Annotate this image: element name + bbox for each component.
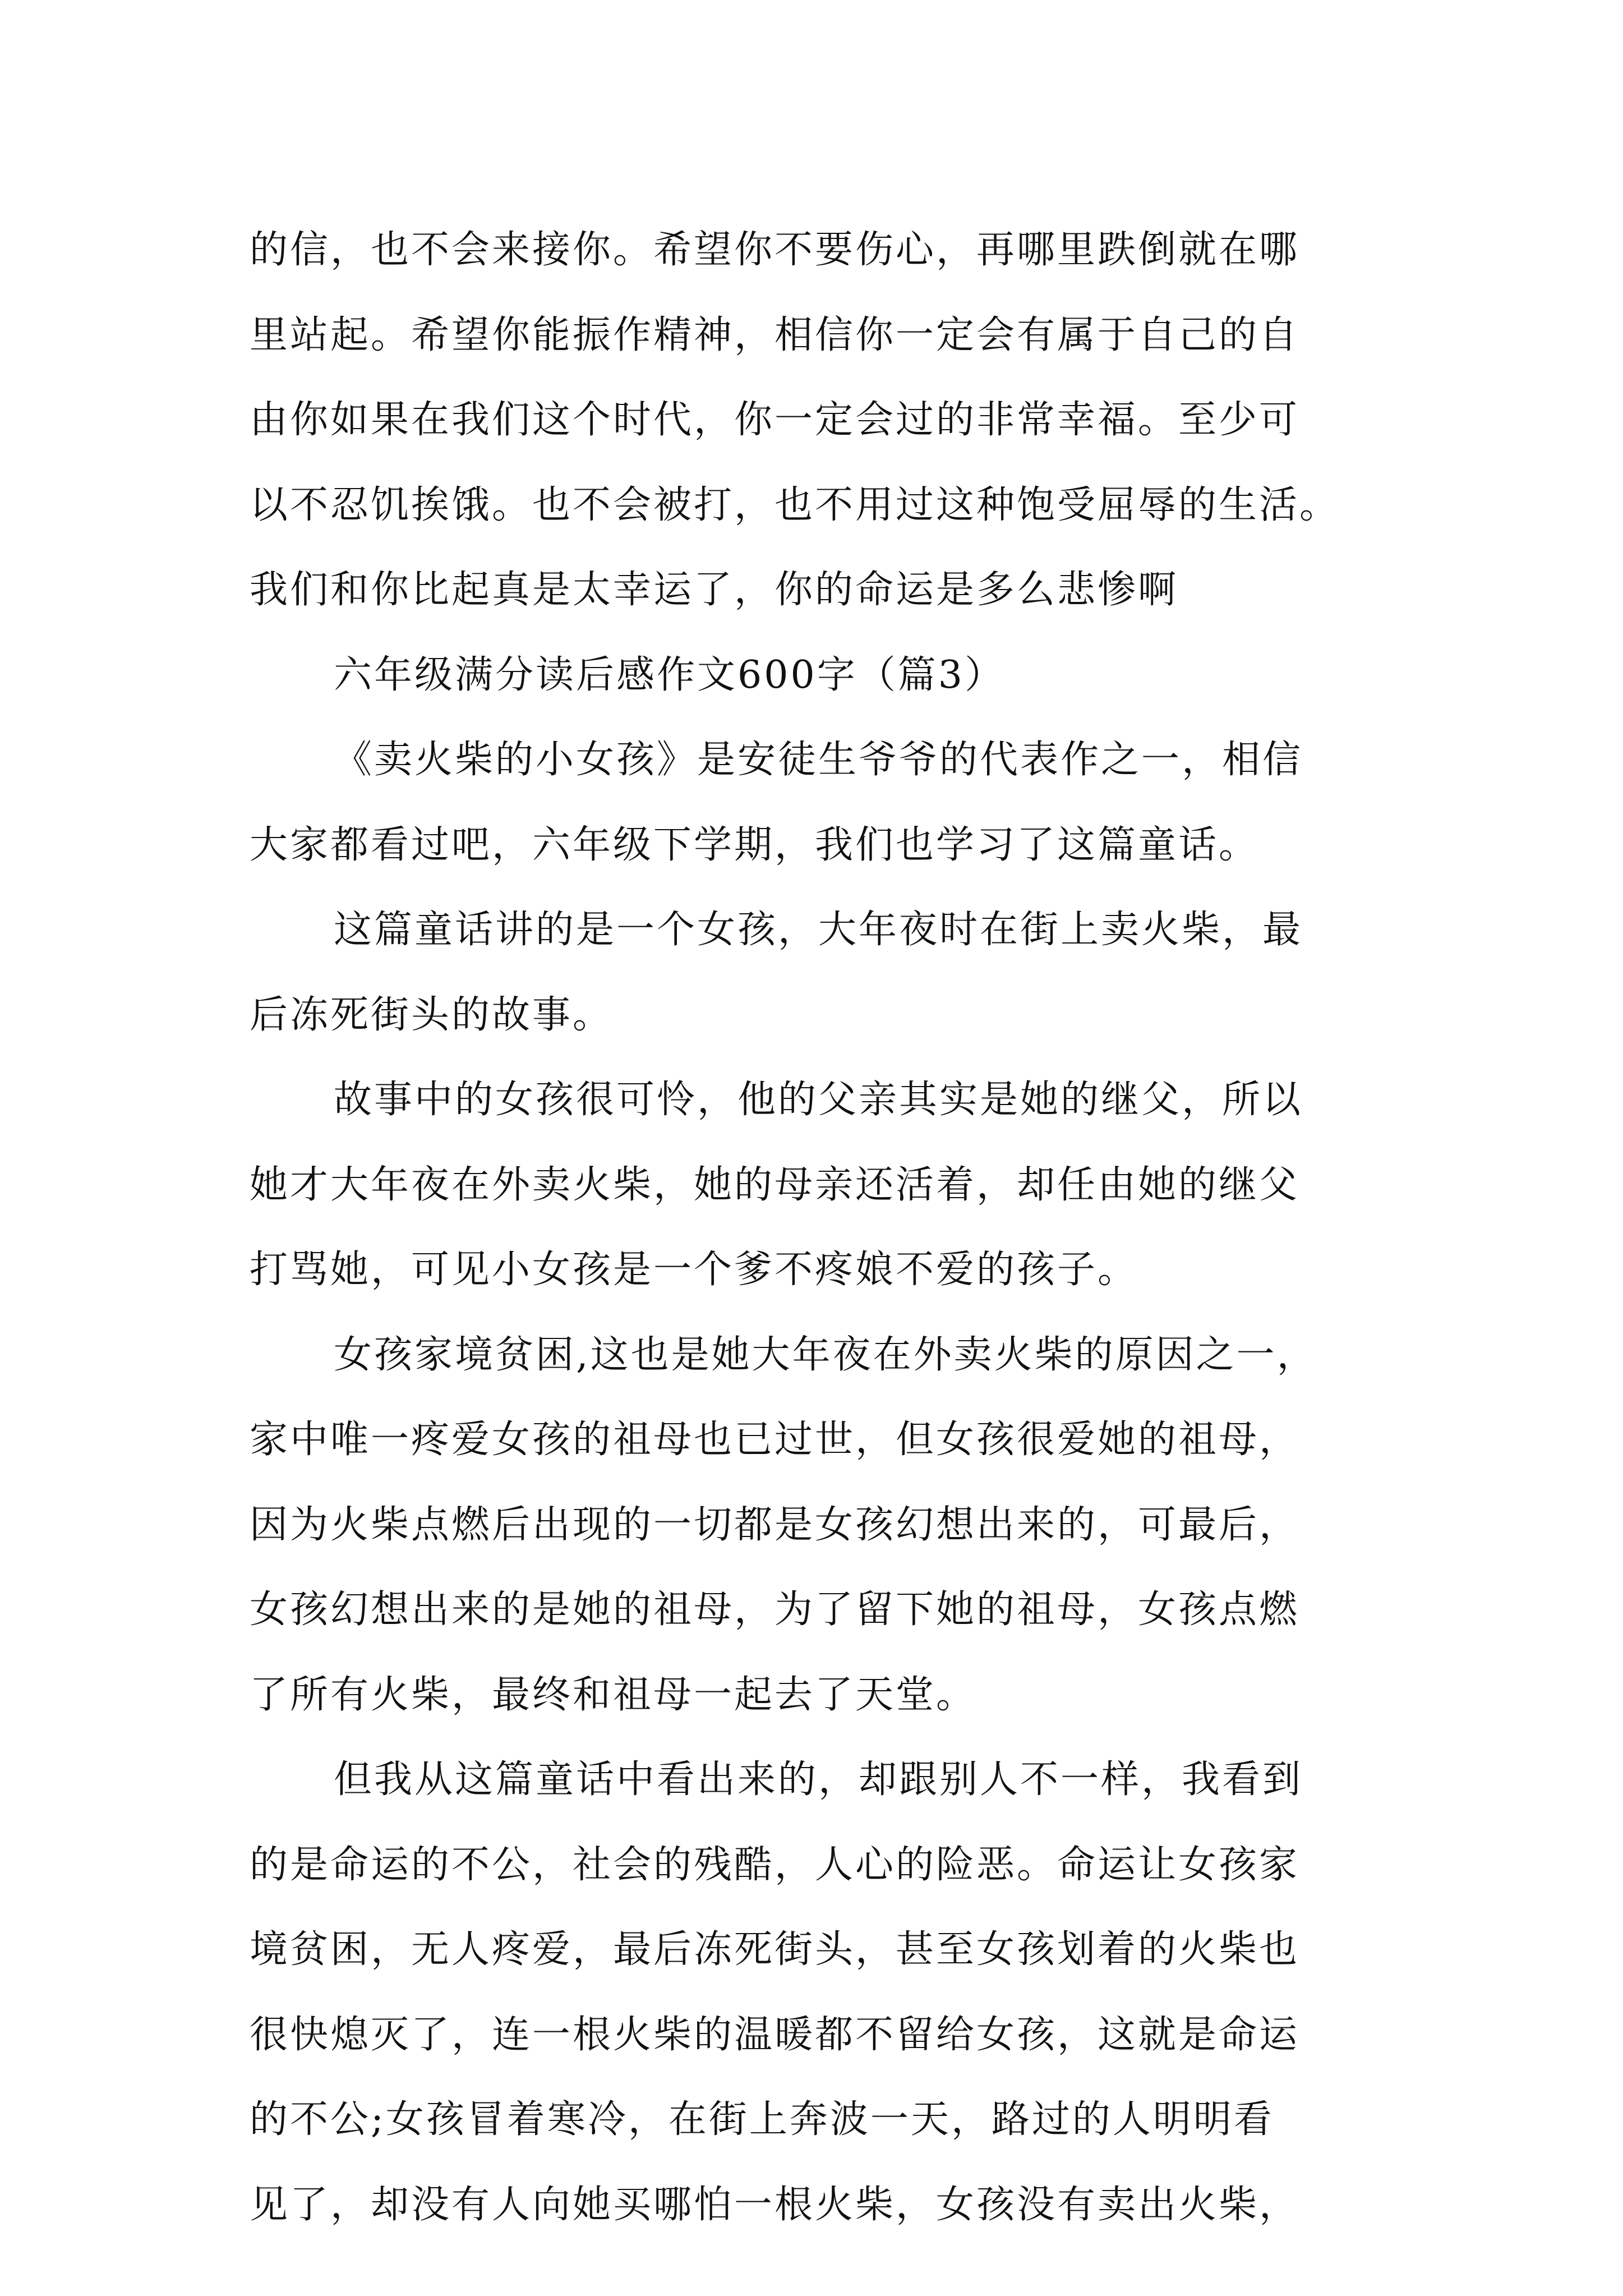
text-line: 家中唯一疼爱女孩的祖母也已过世，但女孩很爱她的祖母， [250,1418,1300,1462]
text-line: 故事中的女孩很可怜，他的父亲其实是她的继父，所以 [334,1078,1303,1122]
text-line: 很快熄灭了，连一根火柴的温暖都不留给女孩，这就是命运 [250,2012,1300,2057]
text-line: 女孩家境贫困,这也是她大年夜在外卖火柴的原因之一， [334,1332,1317,1377]
text-line: 这篇童话讲的是一个女孩，大年夜时在街上卖火柴，最 [334,908,1303,952]
text-line: 了所有火柴，最终和祖母一起去了天堂。 [250,1672,977,1717]
text-line: 我们和你比起真是太幸运了，你的命运是多么悲惨啊 [250,568,1179,612]
text-line: 见了，却没有人向她买哪怕一根火柴，女孩没有卖出火柴， [250,2182,1300,2227]
section-heading: 六年级满分读后感作文600字（篇3） [334,652,1006,697]
text-line: 由你如果在我们这个时代，你一定会过的非常幸福。至少可 [250,398,1300,442]
text-line: 以不忍饥挨饿。也不会被打，也不用过这种饱受屈辱的生活。 [250,482,1340,527]
text-line: 里站起。希望你能振作精神，相信你一定会有属于自己的自 [250,312,1300,357]
text-line: 境贫困，无人疼爱，最后冻死街头，甚至女孩划着的火柴也 [250,1927,1300,1972]
text-line: 因为火柴点燃后出现的一切都是女孩幻想出来的，可最后， [250,1502,1300,1547]
text-line: 的是命运的不公，社会的残酷，人心的险恶。命运让女孩家 [250,1842,1300,1887]
text-line: 《卖火柴的小女孩》是安徒生爷爷的代表作之一，相信 [334,738,1303,782]
text-line: 女孩幻想出来的是她的祖母，为了留下她的祖母，女孩点燃 [250,1588,1300,1632]
text-line: 打骂她，可见小女孩是一个爹不疼娘不爱的孩子。 [250,1248,1138,1292]
text-line: 的不公;女孩冒着寒冷，在街上奔波一天，路过的人明明看 [250,2097,1274,2142]
text-line: 的信，也不会来接你。希望你不要伤心，再哪里跌倒就在哪 [250,228,1300,272]
text-line: 她才大年夜在外卖火柴，她的母亲还活着，却任由她的继父 [250,1162,1300,1207]
text-line: 但我从这篇童话中看出来的，却跟别人不一样，我看到 [334,1757,1303,1802]
document-body [250,208,1399,2247]
text-line: 后冻死街头的故事。 [250,992,614,1037]
text-line: 大家都看过吧，六年级下学期，我们也学习了这篇童话。 [250,822,1260,867]
